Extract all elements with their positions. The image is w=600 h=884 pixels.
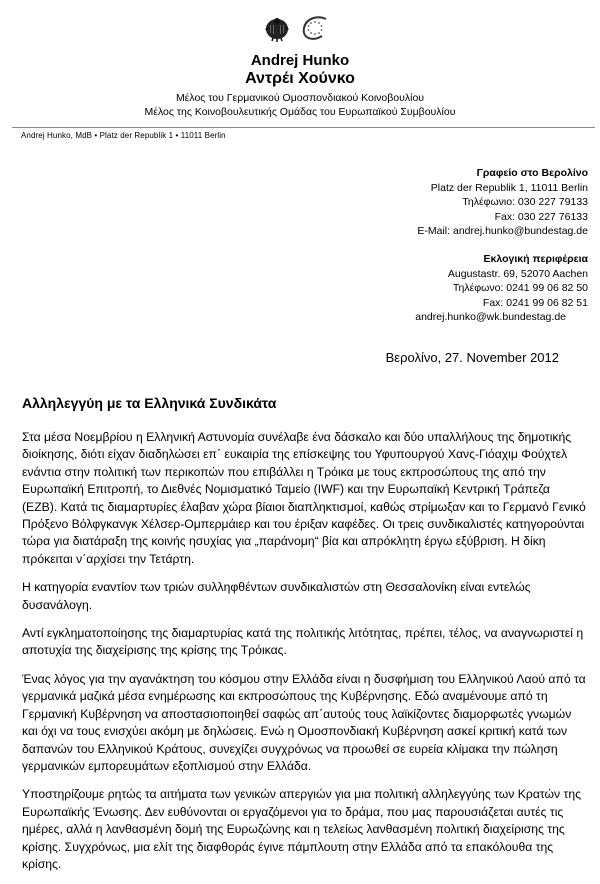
letterhead-logos xyxy=(264,14,344,44)
body-paragraph: Υποστηρίζουμε ρητώς τα αιτήματα των γενικών απεργιών για μια πολιτική αλληλεγγύης των Κρατών της Ευρωπαϊκής Ένωσης. Δεν ευθύνονται οι εργαζόμενοι για το δράμα, που μας παρουσιάζεται αυτές τις ημέρες, αλλά η λανθασμένη δομή της Ευρωζώνης και η τελείως λανθασμένη πολιτική διαχείρισης της κρίσης. Συγχρόνως, μια ελίτ της διαφθοράς έγινε πάμπλουτη στην Ελλάδα από τα επακόλουθα της κρίσης. xyxy=(22,787,581,871)
office-aachen-block xyxy=(415,252,588,325)
body-paragraph: Αντί εγκληματοποίησης της διαμαρτυρίας κατά της πολιτικής λιτότητας, πρέπει, τέλος, να αναγνωριστεί η αποτυχία της διαχείρισης της κρίσης της Τρόικας. xyxy=(22,626,584,658)
office-berlin-email[interactable]: E-Mail: andrej.hunko@bundestag.de xyxy=(417,225,588,238)
sender-name-latin: Andrej Hunko xyxy=(250,52,350,69)
body-paragraph: Η κατηγορία εναντίον των τριών συλληφθέντων συνδικαλιστών στη Θεσσαλονίκη είναι εντελώς δυσανάλογη. xyxy=(22,580,531,612)
sender-return-address: Andrej Hunko, MdB • Platz der Republik 1 • 11011 Berlin xyxy=(21,131,226,140)
office-berlin-title: Γραφείο στο Βερολίνο xyxy=(476,167,588,179)
council-of-europe-icon xyxy=(300,14,330,44)
office-aachen-address: Augustastr. 69, 52070 Aachen xyxy=(447,267,588,280)
office-berlin-address: Platz der Republik 1, 11011 Berlin xyxy=(430,181,588,194)
body-paragraph: Στα μέσα Νοεμβρίου η Ελληνική Αστυνομία συνέλαβε ένα δάσκαλο και δύο υπαλλήλους της δημοτικής διοίκησης, διότι είχαν διαδηλώσει επ΄ ευκαιρία της επίσκεψης του Υφυπουργού Χανς-Γιόαχιμ Φούχτελ ενάντια στην πολιτική των περικοπών που επιβάλλει η Τρόικα με τους εκπροσώπους της από την Ευρωπαϊκή Επιτροπή, το Διεθνές Νομισματικό Ταμείο (IWF) και την Ευρωπαϊκή Κεντρική Τράπεζα (EZB). Κατά τις διαμαρτυρίες έλαβαν χώρα βίαιοι διαπληκτισμοί, καθώς στρίμωξαν και το Γερμανό Γενικό Πρόξενο Βόλφγκανγκ Χέλσερ-Ομπερμάιερ και του έριξαν καφέδες. Οι τρεις συνδικαλιστές κατηγορούνται τώρα για διατάραξη της κοινής ησυχίας για „παράνομη“ βία και απρόκλητη έργω εξύβριση. Η δίκη πρόκειται ν΄αρχίσει την Τετάρτη. xyxy=(22,430,586,566)
office-berlin-fax: Fax: 030 227 76133 xyxy=(494,210,588,223)
office-aachen-title: Εκλογική περιφέρεια xyxy=(483,253,588,265)
office-berlin-block xyxy=(417,166,588,239)
body-paragraph: Ένας λόγος για την αγανάκτηση του κόσμου στην Ελλάδα είναι η δυσφήμιση του Ελληνικού Λαού από τα γερμανικά μαζικά μέσα ενημέρωσης και εκπροσώπους της Κυβέρνησης. Εδώ αναμένουμε από τη Γερμανική Κυβέρνηση να αποστασιοποιηθεί σαφώς απ΄αυτούς τους λαϊκίζοντες διαμορφωτές γνωμών και όχι να τους ενισχύει ακόμη με δηλώσεις. Ενώ η Ομοσπονδιακή Κυβέρνηση ασκεί κριτική κατά των δαπανών του Ελληνικού Κράτους, συνεχίζει συγχρόνως να προωθεί σε ευρεία κλίμακα την πώληση γερμανικών εμπορευμάτων εξοπλισμού στην Ελλάδα. xyxy=(22,671,586,773)
office-aachen-fax: Fax: 0241 99 06 82 51 xyxy=(482,296,588,309)
sender-name-greek: Αντρέι Χούνκο xyxy=(245,70,355,87)
office-berlin-phone: Τηλέφωνιο: 030 227 79133 xyxy=(462,196,588,209)
letter-subject: Αλληλεγγύη με τα Ελληνικά Συνδικάτα xyxy=(22,395,277,411)
letter-body xyxy=(22,429,587,884)
office-aachen-phone: Τηλέφωνο: 0241 99 06 82 50 xyxy=(452,282,588,295)
bundestag-eagle-icon xyxy=(264,16,290,42)
membership-council-of-europe: Μέλος της Κοινοβουλευτικής Ομάδας του Ευρωπαϊκού Συμβουλίου xyxy=(144,106,456,118)
header-separator xyxy=(12,127,595,128)
letter-date: Βερολίνο, 27. November 2012 xyxy=(385,350,559,365)
membership-bundestag: Μέλος του Γερμανικού Ομοσπονδιακού Κοινοβουλίου xyxy=(175,92,425,104)
office-aachen-email[interactable]: andrej.hunko@wk.bundestag.de xyxy=(415,311,566,324)
